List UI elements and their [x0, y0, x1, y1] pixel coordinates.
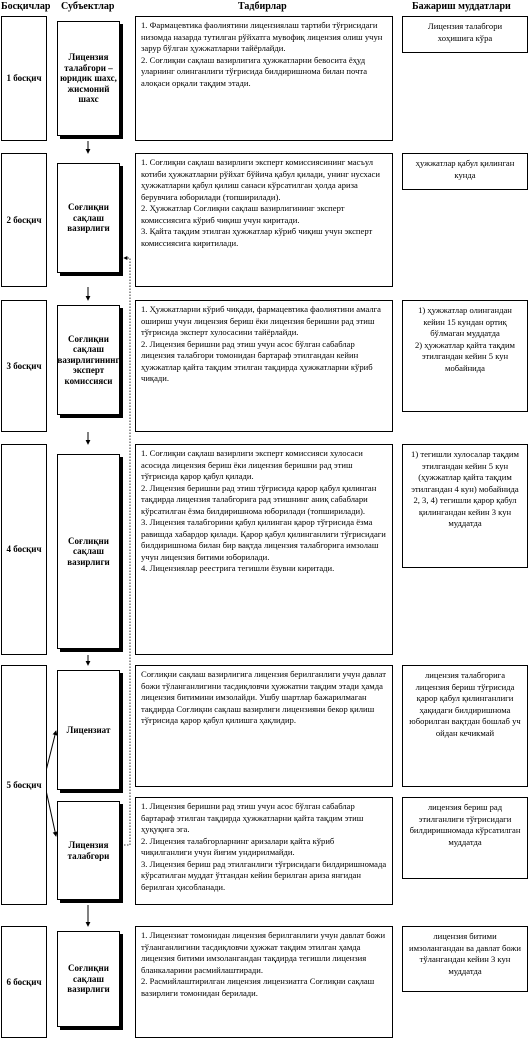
- action-item: 2. Расмийлаштирилган лицензия лицензиатга Соғлиқни сақлаш вазирлиги томонидан берилади.: [141, 976, 375, 998]
- action-item: 1. Соғлиқни сақлаш вазирлиги эксперт комиссиясининг масъул котиби ҳужжатларни рўйхат бўйича қабул қилади, унинг нусхаси ҳужжатларни қабул қилиш санаси кўрсатилган ҳолда ариза берувчига юборилади (топширилади).: [141, 157, 380, 202]
- stage-4-label: 4 босқич: [1, 444, 47, 655]
- action-item: 3. Қайта тақдим этилган ҳужжатлар кўриб чиқиш учун эксперт комиссиясига киритилади.: [141, 226, 373, 248]
- action-item: 3. Лицензия талабгорини қабул қилинган қарор тўғрисида ёзма равишда хабардор қилади. Қарор қабул қилинганлиги тўғрисидаги билдиришнома билан бир вақтда лицензия талабгорига имзолаш учун лицензия битими юборилади.: [141, 517, 386, 562]
- action-item: 1. Фармацевтика фаолиятини лицензиялаш тартиби тўғрисидаги низомда назарда тутилган рўйхатга мувофиқ лицензия олиш учун зарур бўлган ҳужжатларни тайёрлайди.: [141, 20, 383, 53]
- term-item: ҳужжатлар қабул қилинган кунда: [415, 158, 515, 180]
- action-item: 1. Лицензиат томонидан лицензия берилганлиги учун давлат божи тўланганлигини тасдиқловчи ҳужжат тақдим этилган ҳамда лицензия битими имзолангандан тақдирда тегишли лицензия бланкаларини расмийлаштиради.: [141, 930, 386, 975]
- stage-4-term: [402, 444, 528, 568]
- header-terms: Бажариш муддатлари: [412, 1, 511, 12]
- action-item: 2. Лицензия беришни рад этиш учун асос бўлган сабаблар лицензия талабгори томонидан бартараф этилгандан кейин ҳужжатлар қайта тақдим этилган тақдирда ҳужжатларни кўриб чиқади.: [141, 338, 373, 383]
- action-item: Соғлиқни сақлаш вазирлигига лицензия берилганлиги учун давлат божи тўланганлигини тасдиқловчи ҳужжатни тақдим этади ҳамда лицензия битимини имзолайди. Ушбу шартлар бажарилмаган тақдирда Соғлиқни сақлаш вазирлиги лицензияни бекор қилиш тўғрисида қарор қабул қилишга ҳақлидир.: [141, 669, 386, 725]
- action-item: 2. Лицензия беришни рад этиш тўғрисида қарор қабул қилинган тақдирда лицензия талабгорига рад этишнинг аниқ сабаблари кўрсатилган ёзма билдиришнома юборилади (топширилади).: [141, 482, 377, 516]
- term-item: лицензия битими имзолангандан ва давлат божи тўлангандан кейин 3 кун муддатда: [409, 931, 521, 976]
- header-actions: Тадбирлар: [238, 1, 287, 12]
- stage-1-label: 1 босқич: [1, 16, 47, 141]
- term-item: 1) тегишли хулосалар тақдим этилгандан кейин 5 кун (ҳужжатлар қайта тақдим этилгандан 4 кун) мобайнида: [411, 449, 519, 494]
- subject-licensee: Лицензиат: [57, 670, 120, 790]
- header-subject: Субъектлар: [61, 1, 115, 12]
- action-item: 2. Ҳужжатлар Соғлиқни сақлаш вазирлигининг эксперт комиссиясига кўриб чиқиш учун киритади.: [141, 203, 345, 225]
- action-item: 2. Соғлиқни сақлаш вазирлигига ҳужжатларни бевосита ёҳуд уларнинг олинганлиги тўғрисида билдиришнома билан почта алоқаси орқали тақдим этади.: [141, 54, 368, 88]
- header-stages: Босқичлар: [1, 1, 51, 12]
- term-item: лицензия талабгорига лицензия бериш тўғрисида қарор қабул қилинганлиги ҳақидаги билдиришнома юборилган вақтдан бошлаб уч ойдан кечикмай: [409, 670, 521, 738]
- stage-1-actions: [135, 16, 393, 141]
- subject-ministry: Соғлиқни сақлаш вазирлиги: [57, 931, 120, 1027]
- stage-5-applicant-actions: [135, 797, 393, 905]
- subject-expert-commission: Соғлиқни сақлаш вазирлигининг эксперт комиссияси: [57, 305, 120, 415]
- stage-4-actions: [135, 444, 393, 655]
- action-item: 1. Соғлиқни сақлаш вазирлиги эксперт комиссияси хулосаси асосида лицензия бериш ёки лицензия беришни рад этиш тўғрисида қарор қабул қилади.: [141, 448, 363, 481]
- subject-applicant: Лицензия талабгори – юридик шахс, жисмоний шахс: [57, 21, 120, 136]
- stage-3-actions: [135, 300, 393, 432]
- stage-2-term: [402, 153, 528, 190]
- stage-6-actions: [135, 926, 393, 1038]
- stage-5-applicant-term: [402, 797, 528, 879]
- action-item: 4. Лицензиялар реестрига тегишли ёзувни киритади.: [141, 563, 335, 573]
- action-item: 1. Ҳужжатларни кўриб чиқади, фармацевтика фаолиятини амалга ошириш учун лицензия бериш ёки лицензия беришни рад этиш тўғрисида эксперт хулосасини тайёрлайди.: [141, 304, 381, 337]
- subject-ministry: Соғлиқни сақлаш вазирлиги: [57, 163, 120, 273]
- subject-applicant: Лицензия талабгори: [57, 801, 120, 900]
- subject-ministry: Соғлиқни сақлаш вазирлиги: [57, 454, 120, 649]
- action-item: 2. Лицензия талабгорларнинг аризалари қайта кўриб чиқилганлиги учун йиғим ундирилмайди.: [141, 835, 335, 857]
- stage-1-term: [402, 16, 528, 53]
- term-item: 1) ҳужжатлар олингандан кейин 15 кундан ортиқ бўлмаган муддатда: [418, 305, 512, 338]
- term-item: лицензия бериш рад этилганлиги тўғрисидаги билдиришномада кўрсатилган муддатда: [409, 802, 521, 847]
- stage-3-label: 3 босқич: [1, 300, 47, 432]
- stage-2-label: 2 босқич: [1, 153, 47, 287]
- stage-5-licensee-term: [402, 665, 528, 787]
- term-item: 2, 3, 4) тегишли қарор қабул қилингандан кейин 3 кун муддатда: [413, 495, 517, 528]
- action-item: 3. Лицензия бериш рад этилганлиги тўғрисидаги билдиришномада кўрсатилган муддат ўтгандан кейин берилган ариза янгидан берилган ҳисобланади.: [141, 858, 387, 892]
- stage-2-actions: [135, 153, 393, 287]
- action-item: 1. Лицензия беришни рад этиш учун асос бўлган сабаблар бартараф этилган тақдирда ҳужжатларни қайта тақдим этиш ҳуқуқига эга.: [141, 801, 364, 834]
- stage-6-term: [402, 926, 528, 992]
- term-item: Лицензия талабгори хоҳишига кўра: [427, 21, 503, 43]
- stage-6-label: 6 босқич: [1, 926, 47, 1038]
- stage-3-term: [402, 300, 528, 412]
- stage-5-licensee-actions: [135, 665, 393, 787]
- stage-5-label: 5 босқич: [1, 665, 47, 905]
- term-item: 2) ҳужжатлар қайта тақдим этилгандан кейин 5 кун мобайнида: [414, 339, 515, 373]
